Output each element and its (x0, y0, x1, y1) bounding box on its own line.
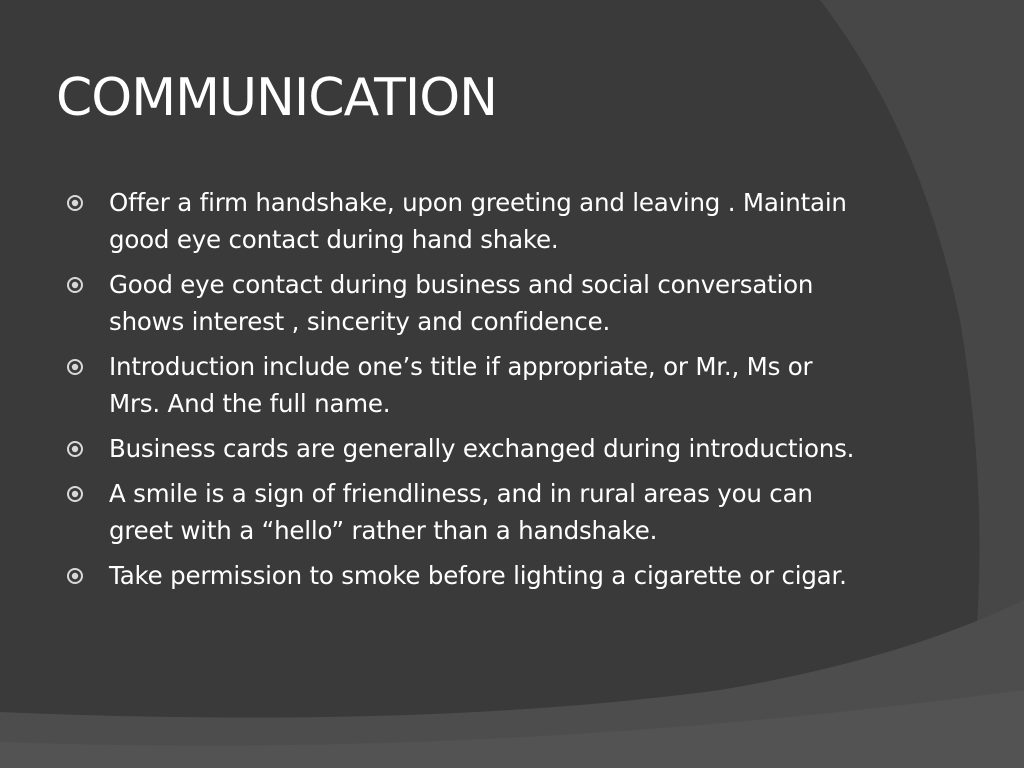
list-item (64, 557, 864, 594)
bullet-list (64, 184, 864, 602)
bullet-text: Offer a firm handshake, upon greeting and leaving . Maintain good eye contact during hand shake. (109, 188, 847, 254)
bullet-text: Take permission to smoke before lighting a cigarette or cigar. (109, 561, 847, 590)
target-bullet-icon (66, 276, 84, 294)
target-bullet-icon (66, 194, 84, 212)
target-bullet-icon (66, 567, 84, 585)
list-item (64, 266, 864, 340)
list-item (64, 348, 864, 422)
bullet-text: Business cards are generally exchanged during introductions. (109, 434, 855, 463)
list-item (64, 184, 864, 258)
list-item (64, 475, 864, 549)
target-bullet-icon (66, 358, 84, 376)
bullet-text: Introduction include one’s title if appropriate, or Mr., Ms or Mrs. And the full name. (109, 352, 813, 418)
list-item (64, 430, 864, 467)
target-bullet-icon (66, 440, 84, 458)
bullet-text: Good eye contact during business and social conversation shows interest , sincerity and confidence. (109, 270, 814, 336)
bullet-text: A smile is a sign of friendliness, and in rural areas you can greet with a “hello” rather than a handshake. (109, 479, 813, 545)
slide-title: COMMUNICATION (56, 68, 498, 128)
target-bullet-icon (66, 485, 84, 503)
